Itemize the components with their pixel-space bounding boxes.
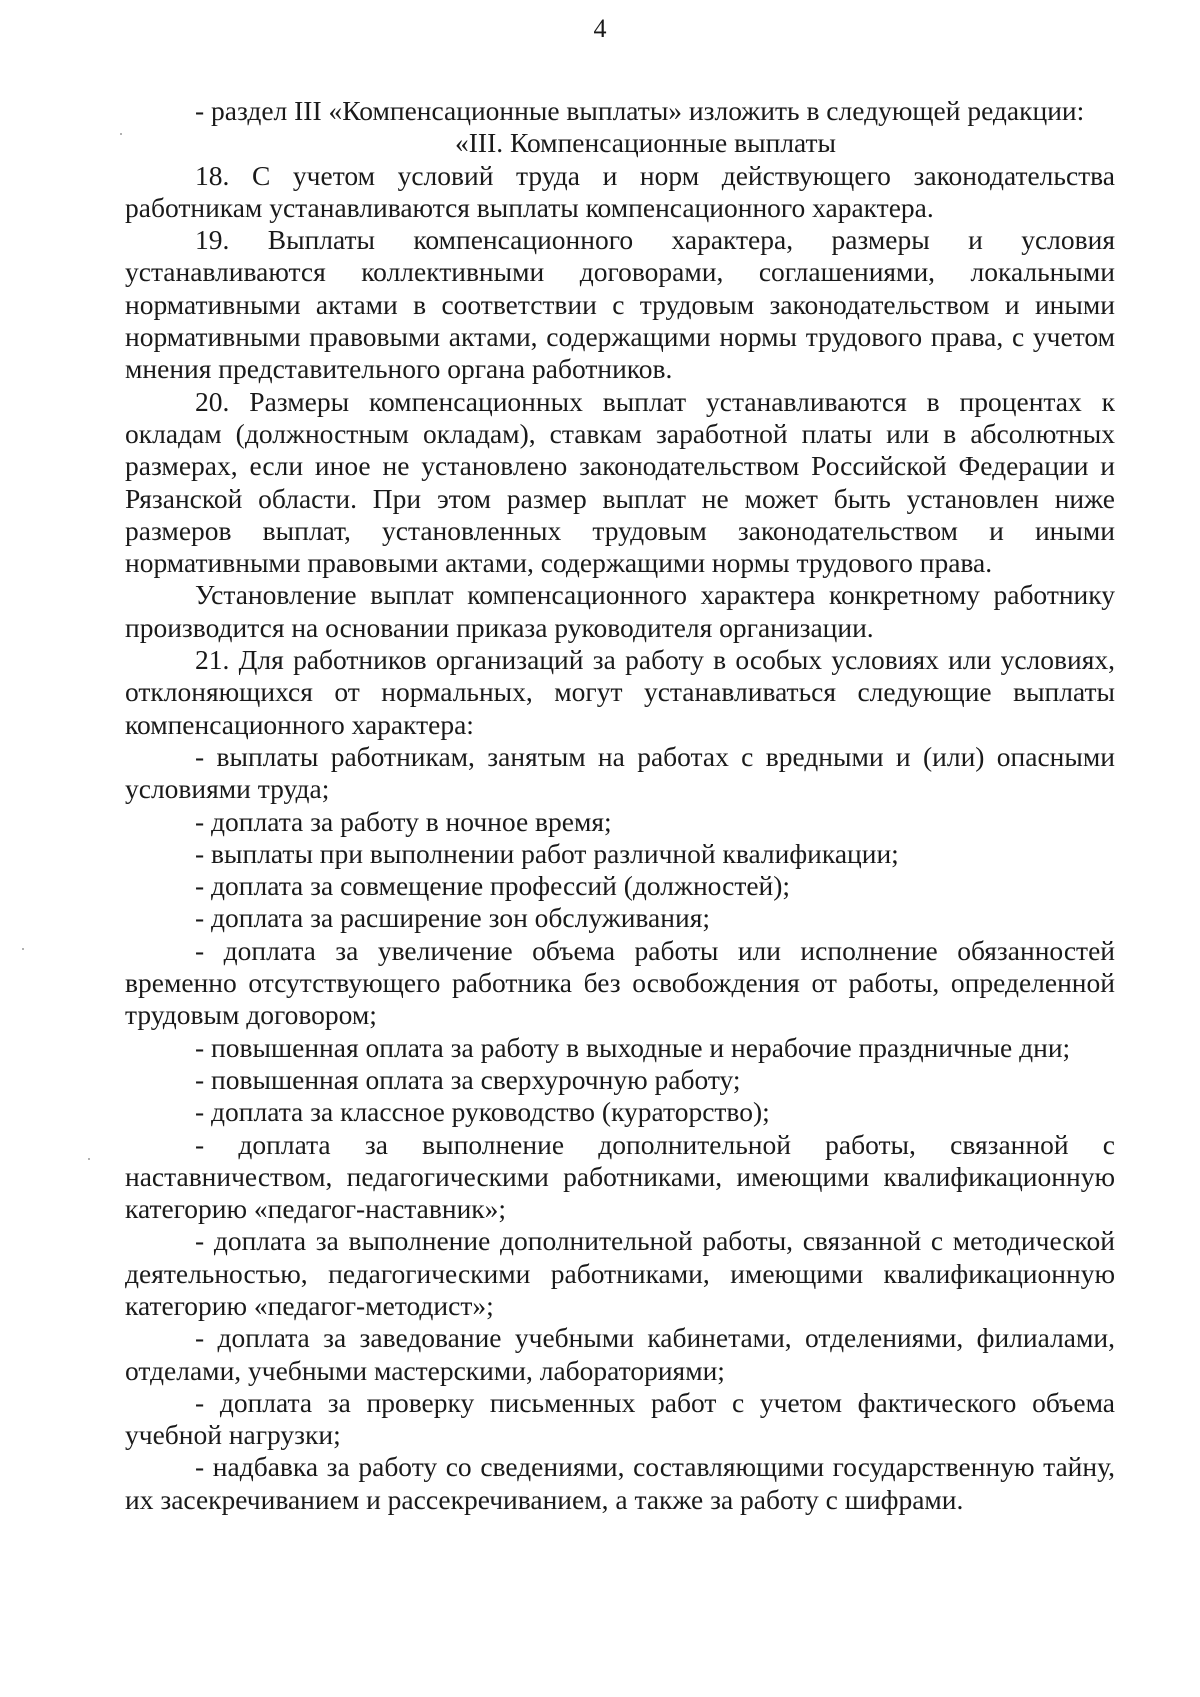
list-item: - доплата за работу в ночное время; [195,805,612,837]
list-item: - доплата за выполнение дополнительной работы, связанной с наставничеством, педагогическими работниками, имеющими квалификационную категорию «педагог-наставник»; [125,1128,1115,1225]
document-body [125,95,1115,1516]
paragraph-21: 21. Для работников организаций за работу в особых условиях или условиях, отклоняющихся от нормальных, могут устанавливаться следующие выплаты компенсационного характера: [125,644,1115,740]
list-item: - выплаты при выполнении работ различной квалификации; [195,837,899,869]
list-item: - выплаты работникам, занятым на работах с вредными и (или) опасными условиями труда; [125,740,1115,805]
list-item: - доплата за классное руководство (кураторство); [195,1096,770,1128]
paragraph-18: 18. С учетом условий труда и норм действующего законодательства работникам устанавливаются выплаты компенсационного характера. [125,159,1115,223]
amendment-intro: - раздел III «Компенсационные выплаты» изложить в следующей редакции: [195,95,1085,126]
list-item: - доплата за совмещение профессий (должностей); [195,870,791,902]
list-item: - повышенная оплата за сверхурочную работу; [195,1063,741,1095]
list-item: - надбавка за работу со сведениями, составляющими государственную тайну, их засекречиванием и рассекречиванием, а также за работу с шифрами. [125,1451,1115,1515]
list-item: - повышенная оплата за работу в выходные и нерабочие праздничные дни; [195,1031,1071,1063]
paragraph-20-continued: Установление выплат компенсационного характера конкретному работнику производится на основании приказа руководителя организации. [125,579,1115,643]
scan-speck [88,1158,90,1160]
list-item: - доплата за расширение зон обслуживания; [195,902,710,934]
list-item: - доплата за проверку письменных работ с учетом фактического объема учебной нагрузки; [125,1386,1115,1451]
list-item: - доплата за увеличение объема работы или исполнение обязанностей временно отсутствующего работника без освобождения от работы, определенной трудовым договором; [125,934,1115,1031]
section-heading: «III. Компенсационные выплаты [455,127,837,159]
list-item: - доплата за заведование учебными кабинетами, отделениями, филиалами, отделами, учебными мастерскими, лабораториями; [125,1322,1115,1386]
scan-speck [120,133,122,135]
page-number: 4 [593,14,607,43]
scan-speck [22,948,24,950]
list-item: - доплата за выполнение дополнительной работы, связанной с методической деятельностью, педагогическими работниками, имеющими квалификационную категорию «педагог-методист»; [125,1225,1115,1321]
paragraph-20: 20. Размеры компенсационных выплат устанавливаются в процентах к окладам (должностным окладам), ставкам заработной платы или в абсолютных размерах, если иное не установлено законодательством Российской Федерации и Рязанской области. При этом размер выплат не может быть установлен ниже размеров выплат, установленных трудовым законодательством и иными нормативными правовыми актами, содержащими нормы трудового права. [125,385,1115,579]
paragraph-19: 19. Выплаты компенсационного характера, размеры и условия устанавливаются коллективными договорами, соглашениями, локальными нормативными актами в соответствии с трудовым законодательством и иными нормативными правовыми актами, содержащими нормы трудового права, с учетом мнения представительного органа работников. [125,224,1115,385]
